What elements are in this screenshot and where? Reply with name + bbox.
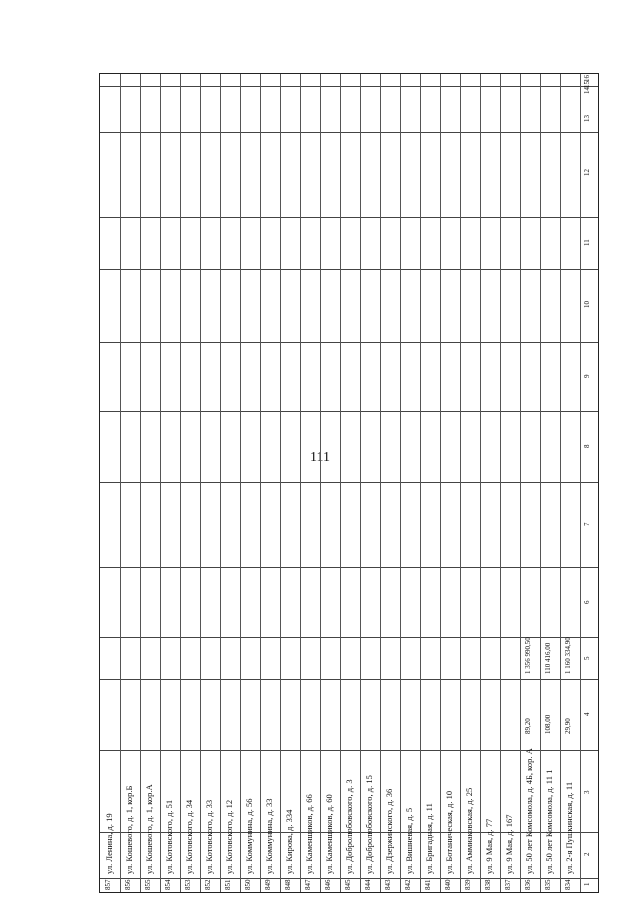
address-cell: ул. Котовского, д. 12 [224, 799, 234, 874]
column-number: 13 [583, 115, 591, 122]
row-number: 844 [364, 879, 372, 890]
column-divider [100, 342, 598, 343]
area-cell: 29,90 [564, 718, 572, 734]
column-number: 5 [583, 656, 591, 660]
column-divider [100, 567, 598, 568]
area-cell: 89,20 [524, 718, 532, 734]
address-cell: ул. Добролюбовского, д. 15 [364, 775, 374, 874]
column-number: 16 [583, 75, 591, 82]
row-number: 838 [484, 879, 492, 890]
row-number: 834 [564, 879, 572, 890]
amount-cell: 110 416,00 [544, 642, 552, 674]
column-divider [100, 86, 598, 87]
row-divider [460, 74, 461, 892]
column-number: 2 [583, 852, 591, 856]
column-number: 3 [583, 790, 591, 794]
row-divider [160, 74, 161, 892]
row-divider [300, 74, 301, 892]
row-divider [320, 74, 321, 892]
address-cell: ул. 9 Мая, д. 77 [484, 818, 494, 874]
address-cell: ул. Ботаническая, д. 10 [444, 790, 454, 874]
address-cell: ул. Кошевого, д. 1, кор.А [144, 784, 154, 874]
row-number: 842 [404, 879, 412, 890]
column-divider [100, 217, 598, 218]
row-divider [480, 74, 481, 892]
row-number: 857 [104, 879, 112, 890]
column-number: 10 [583, 301, 591, 308]
row-number: 856 [124, 879, 132, 890]
address-cell: ул. Кошевого, д. 1, кор.Б [124, 785, 134, 874]
address-cell: ул. Ленина, д. 19 [104, 813, 114, 874]
row-divider [400, 74, 401, 892]
amount-cell: 1 356 990,50 [524, 637, 532, 674]
row-divider [220, 74, 221, 892]
row-divider [240, 74, 241, 892]
address-cell: ул. Котовского, д. 51 [164, 799, 174, 874]
row-number: 851 [224, 879, 232, 890]
column-divider [100, 482, 598, 483]
row-divider [280, 74, 281, 892]
row-divider [140, 74, 141, 892]
row-number: 835 [544, 879, 552, 890]
row-number: 843 [384, 879, 392, 890]
row-divider [360, 74, 361, 892]
row-number: 837 [504, 879, 512, 890]
row-number: 845 [344, 879, 352, 890]
column-divider [100, 679, 598, 680]
address-cell: ул. Добролюбовского, д. 3 [344, 779, 354, 874]
row-divider [420, 74, 421, 892]
row-number: 853 [184, 879, 192, 890]
column-number: 8 [583, 444, 591, 448]
column-divider [100, 411, 598, 412]
row-divider [180, 74, 181, 892]
row-divider [200, 74, 201, 892]
address-cell: ул. Каменщиков, д. 60 [324, 794, 334, 874]
row-number: 836 [524, 879, 532, 890]
column-number: 12 [583, 169, 591, 176]
address-cell: ул. Бригадная, д. 11 [424, 803, 434, 874]
row-divider [540, 74, 541, 892]
address-cell: ул. Вишневая, д. 5 [404, 807, 414, 874]
amount-cell: 1 160 334,90 [564, 637, 572, 674]
row-number: 854 [164, 879, 172, 890]
address-cell: ул. 2-я Пушкинская, д. 11 [564, 781, 574, 874]
column-number: 14 [583, 87, 591, 94]
row-divider [380, 74, 381, 892]
address-cell: ул. Коммунина, д. 56 [244, 798, 254, 874]
column-number: 15 [583, 81, 591, 88]
column-number: 6 [583, 600, 591, 604]
area-cell: 108,00 [544, 714, 552, 734]
address-cell: ул. Коммунина, д. 33 [264, 798, 274, 874]
row-divider [520, 74, 521, 892]
column-number: 11 [583, 239, 591, 246]
row-number: 839 [464, 879, 472, 890]
column-number: 4 [583, 712, 591, 716]
row-number: 852 [204, 879, 212, 890]
address-cell: ул. 9 Мая, д. 167 [504, 814, 514, 874]
address-cell: ул. Аммиаковская, д. 25 [464, 787, 474, 874]
row-number: 840 [444, 879, 452, 890]
row-number: 848 [284, 879, 292, 890]
row-divider [500, 74, 501, 892]
row-divider [120, 74, 121, 892]
address-cell: ул. Каменщиков, д. 66 [304, 794, 314, 874]
column-divider [100, 132, 598, 133]
address-cell: ул. Дзержинского, д. 36 [384, 788, 394, 874]
row-divider [440, 74, 441, 892]
row-divider [580, 74, 581, 892]
column-number: 9 [583, 374, 591, 378]
column-divider [100, 269, 598, 270]
housing-table [99, 73, 599, 893]
address-cell: ул. 50 лет Комсомола, д. 4Б, кор. А [524, 748, 534, 874]
row-number: 846 [324, 879, 332, 890]
address-cell: ул. Кирова, д. 334 [284, 809, 294, 874]
address-cell: ул. 50 лет Комсомола, д. 11 1 [544, 769, 554, 874]
row-divider [260, 74, 261, 892]
row-divider [340, 74, 341, 892]
row-number: 841 [424, 879, 432, 890]
row-number: 850 [244, 879, 252, 890]
column-number: 1 [583, 882, 591, 886]
row-number: 855 [144, 879, 152, 890]
address-cell: ул. Котовского, д. 34 [184, 799, 194, 874]
address-cell: ул. Котовского, д. 33 [204, 799, 214, 874]
column-number: 7 [583, 522, 591, 526]
page-number: 111 [310, 450, 330, 465]
row-number: 847 [304, 879, 312, 890]
row-divider [560, 74, 561, 892]
row-number: 849 [264, 879, 272, 890]
